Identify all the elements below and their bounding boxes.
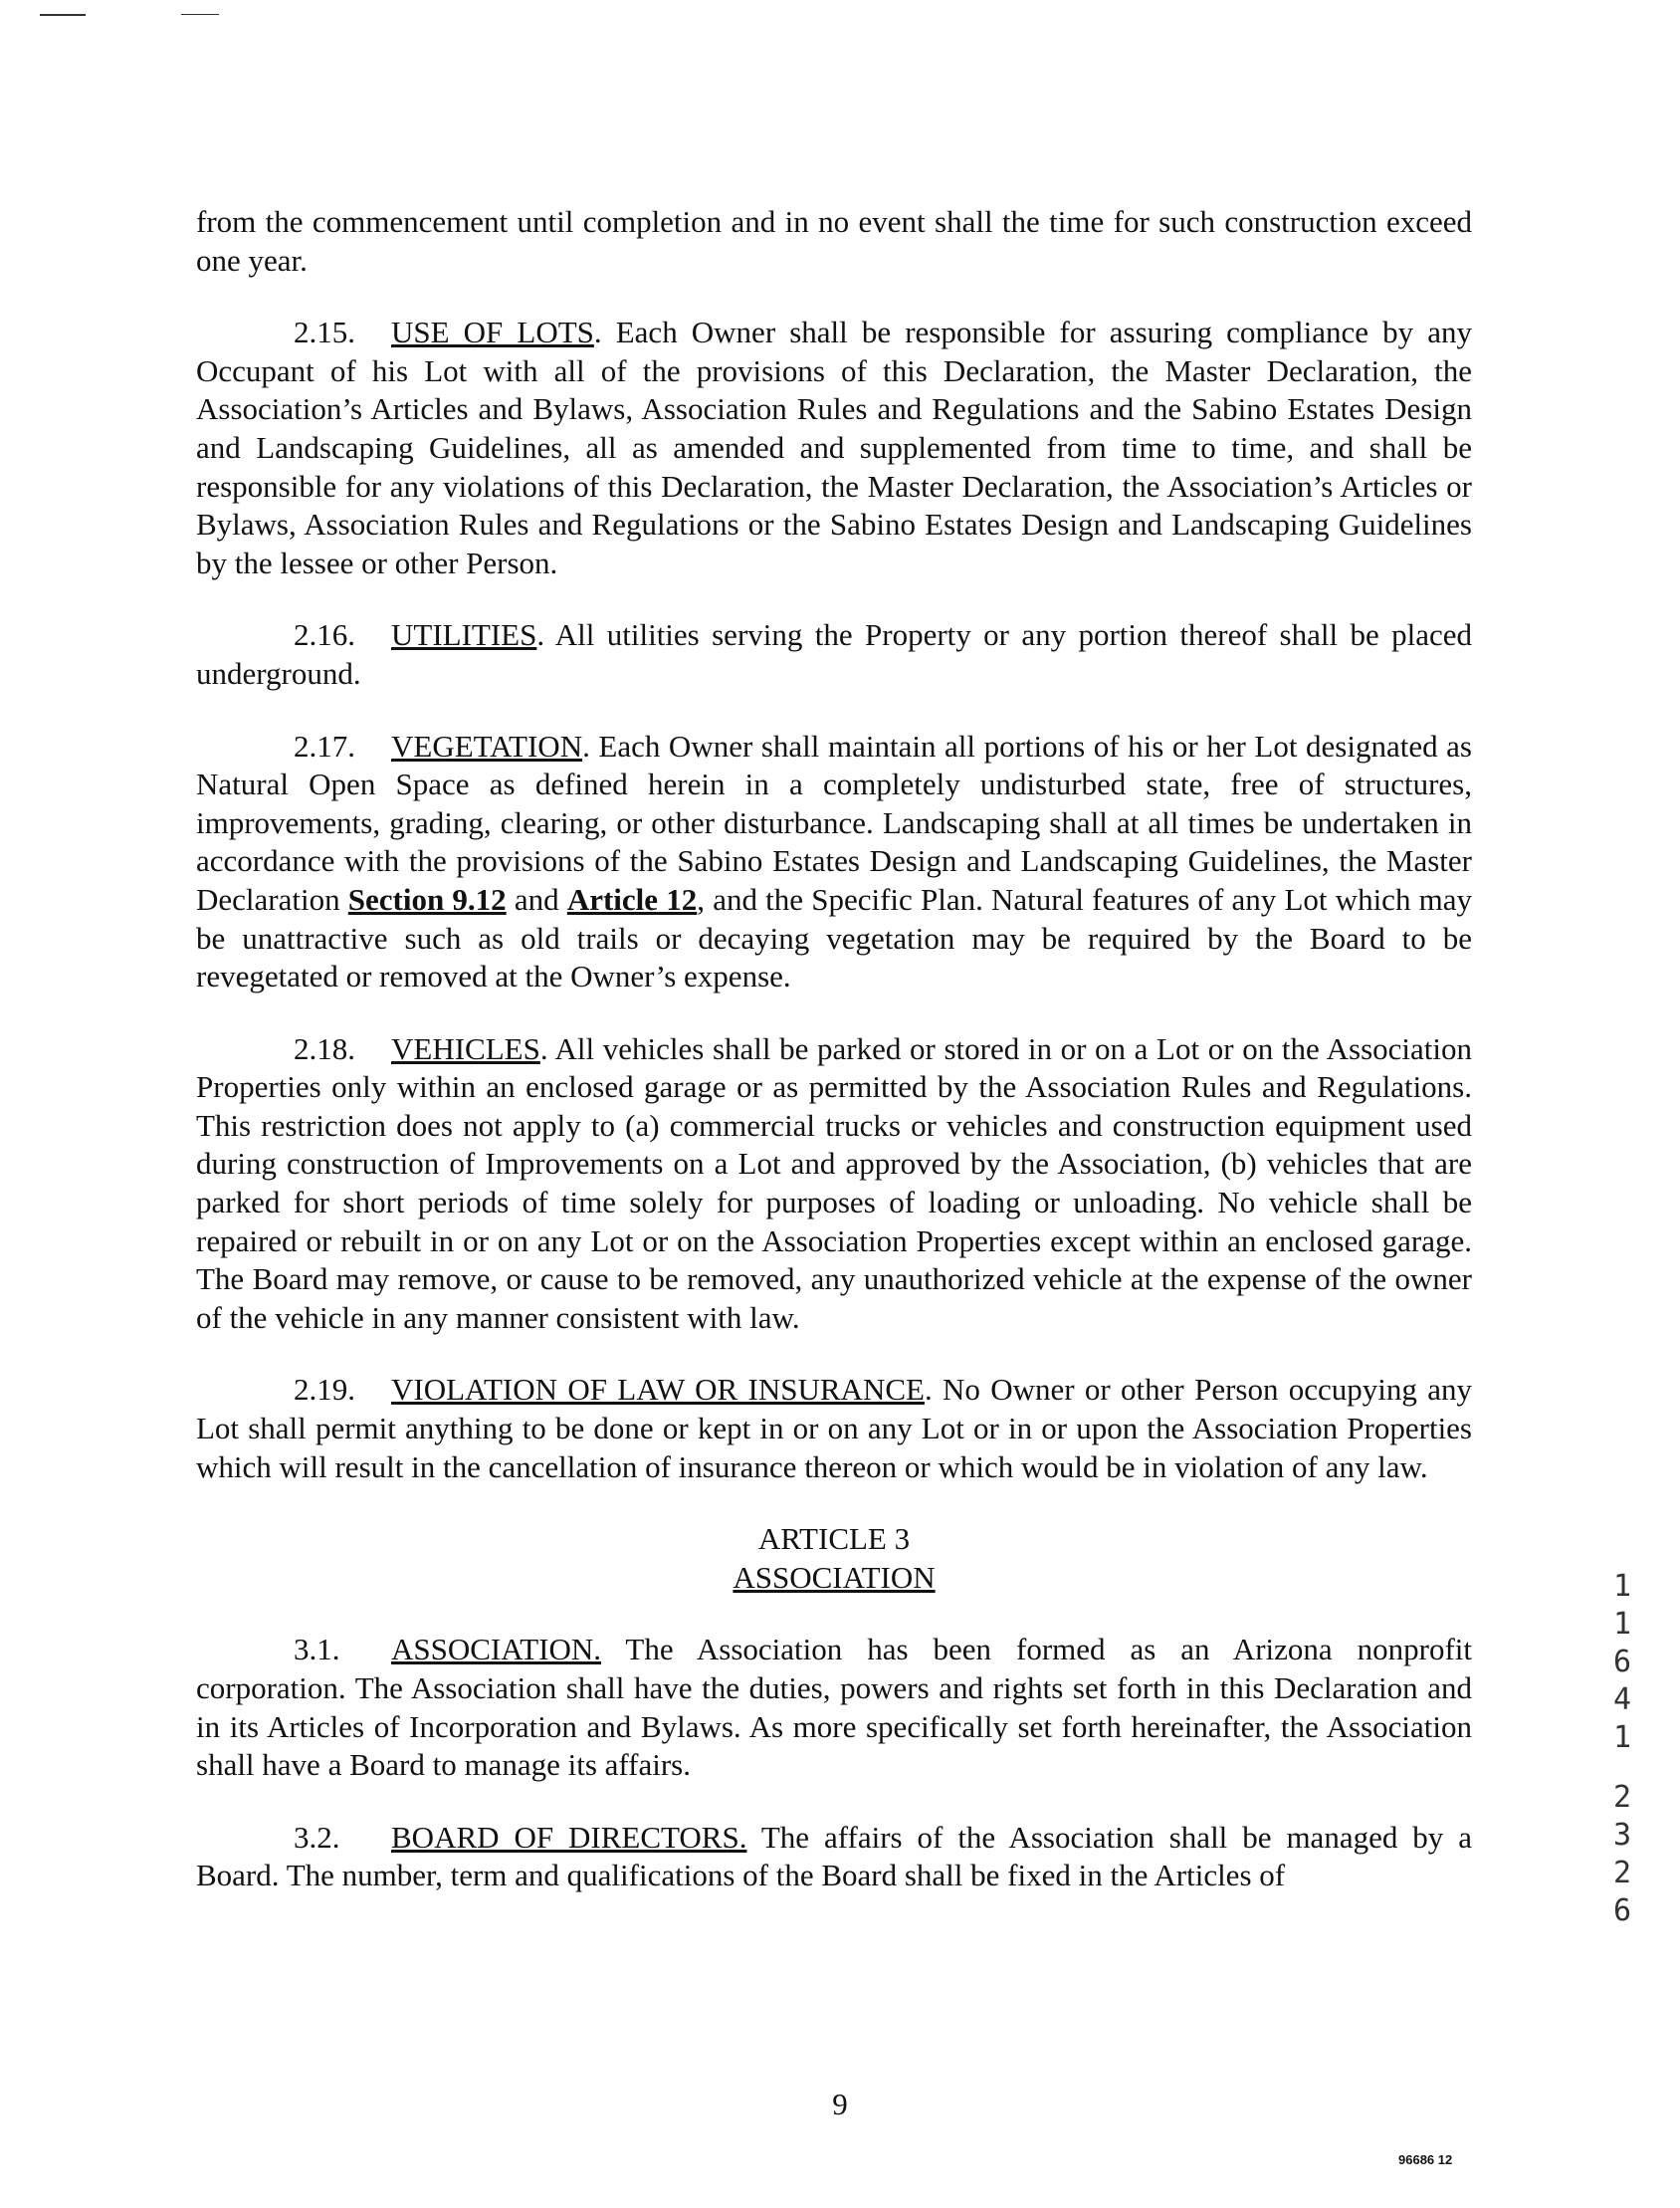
section-title: ASSOCIATION.: [391, 1632, 601, 1667]
document-code: 96686 12: [1398, 2152, 1453, 2167]
section-title: UTILITIES: [391, 617, 537, 653]
section-2-16: [196, 616, 1472, 693]
stamp-digit: 2: [1612, 1856, 1632, 1890]
stamp-gap: [1602, 1757, 1642, 1779]
section-text: and: [506, 881, 567, 917]
section-title: USE OF LOTS: [391, 315, 594, 350]
section-text: . No Owner or other Person occupying any Lot shall permit anything to be done or kept in or on any Lot or in or upon the Association Properties which will result in the cancellation of insurance thereon or which would be in violation of any law.: [196, 1372, 1473, 1484]
scan-mark-right: [181, 14, 219, 15]
page-number: 9: [832, 2087, 848, 2121]
section-number: 2.15.: [294, 315, 355, 350]
section-title: BOARD OF DIRECTORS.: [391, 1819, 747, 1855]
section-2-19: [196, 1371, 1472, 1486]
section-text: . All utilities serving the Property or any portion thereof shall be placed underground.: [196, 617, 1472, 691]
section-number: 3.1.: [294, 1632, 340, 1667]
section-number: 2.16.: [294, 617, 355, 653]
stamp-digit: 2: [1612, 1780, 1632, 1815]
section-text: , and the Specific Plan. Natural features of any Lot which may be unattractive such as old trails or decaying vegetation may be required by the Board to be revegetated or removed at the Owner’s expense.: [196, 881, 1473, 994]
section-text: . Each Owner shall maintain all portions of his or her Lot designated as Natural Open Space as defined herein in a completely undisturbed state, free of structures, improvements, grading, clearing, or other disturbance. Landscaping shall at all times be undertaken in accordance with the provisions of the Sabino Estates Design and Landscaping Guidelines, the Master Declaration: [196, 728, 1472, 917]
section-title: VEGETATION: [391, 728, 583, 764]
stamp-digit: 1: [1612, 1607, 1632, 1642]
stamp-digit: 3: [1612, 1818, 1632, 1853]
stamp-digit: 6: [1612, 1645, 1632, 1679]
section-number: 2.18.: [294, 1030, 355, 1066]
section-number: 2.19.: [294, 1372, 355, 1408]
stamp-digit: 6: [1612, 1893, 1632, 1928]
stamp-digit: 4: [1612, 1682, 1632, 1717]
section-number: 2.17.: [294, 728, 355, 764]
document-body: [196, 203, 1472, 1929]
scan-mark-left: [40, 14, 86, 16]
recording-stamp: [1602, 1568, 1642, 1930]
paragraph-continuation: from the commencement until completion and in no event shall the time for such construction exceed one year.: [196, 204, 1472, 278]
section-title: VIOLATION OF LAW OR INSURANCE: [391, 1372, 925, 1408]
section-2-15: [196, 314, 1472, 582]
section-text: The affairs of the Association shall be managed by a Board. The number, term and qualifications of the Board shall be fixed in the Articles of: [196, 1819, 1472, 1893]
section-text: . All vehicles shall be parked or stored in or on a Lot or on the Association Properties only within an enclosed garage or as permitted by the Association Rules and Regulations. This restriction does not apply to (a) commercial trucks or vehicles and construction equipment used during construction of Improvements on a Lot and approved by the Association, (b) vehicles that are parked for short periods of time solely for purposes of loading or unloading. No vehicle shall be repaired or rebuilt in or on any Lot or on the Association Properties except within an enclosed garage. The Board may remove, or cause to be removed, any unauthorized vehicle at the expense of the owner of the vehicle in any manner consistent with law.: [196, 1030, 1472, 1335]
section-3-1: [196, 1631, 1472, 1784]
section-2-17: [196, 728, 1472, 996]
section-text: . Each Owner shall be responsible for assuring compliance by any Occupant of his Lot with all of the provisions of this Declaration, the Master Declaration, the Association’s Articles and Bylaws, Association Rules and Regulations and the Sabino Estates Design and Landscaping Guidelines, all as amended and supplemented from time to time, and shall be responsible for any violations of this Declaration, the Master Declaration, the Association’s Articles or Bylaws, Association Rules and Regulations or the Sabino Estates Design and Landscaping Guidelines by the lessee or other Person.: [196, 315, 1472, 580]
section-text: The Association has been formed as an Arizona nonprofit corporation. The Association shall have the duties, powers and rights set forth in this Declaration and in its Articles of Incorporation and Bylaws. As more specifically set forth hereinafter, the Association shall have a Board to manage its affairs.: [196, 1632, 1472, 1783]
section-reference: Section 9.12: [347, 881, 507, 917]
article-number: ARTICLE 3: [757, 1521, 911, 1557]
article-heading: [196, 1520, 1472, 1597]
stamp-digit: 1: [1612, 1720, 1632, 1755]
stamp-digit: 1: [1612, 1569, 1632, 1604]
section-number: 3.2.: [294, 1819, 340, 1855]
section-2-18: [196, 1030, 1472, 1338]
section-title: VEHICLES: [391, 1030, 540, 1066]
article-title: ASSOCIATION: [733, 1559, 936, 1595]
section-3-2: [196, 1819, 1472, 1895]
article-reference: Article 12: [566, 881, 698, 917]
